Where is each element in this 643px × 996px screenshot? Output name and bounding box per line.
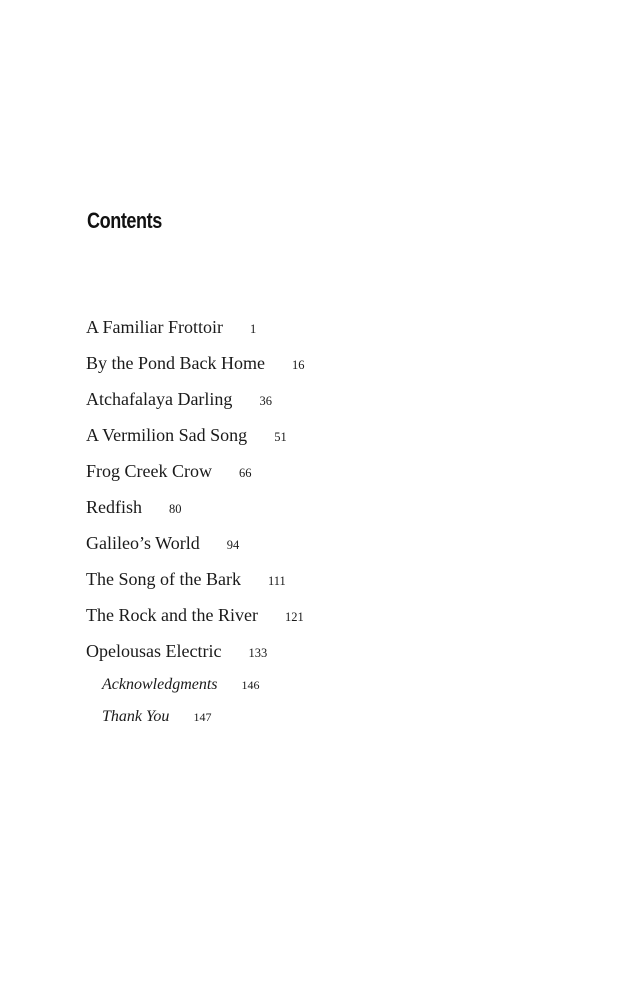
toc-entry-page: 1 — [250, 322, 257, 336]
toc-entry-title: Acknowledgments — [102, 676, 218, 693]
toc-entry — [86, 354, 304, 373]
toc-entry-page: 121 — [284, 610, 304, 624]
contents-heading: Contents — [87, 208, 162, 233]
toc-entry-title: By the Pond Back Home — [86, 353, 265, 373]
toc-entry-page: 66 — [238, 466, 252, 480]
toc-entry — [86, 498, 182, 517]
toc-entry-page: 16 — [291, 358, 305, 372]
toc-entry-title: Galileo’s World — [86, 533, 200, 553]
toc-entry-title: The Song of the Bark — [86, 569, 241, 589]
toc-entry-page: 146 — [241, 678, 260, 692]
toc-entry-title: A Familiar Frottoir — [86, 317, 223, 337]
toc-entry-title: Opelousas Electric — [86, 641, 222, 661]
toc-entry-title: A Vermilion Sad Song — [86, 425, 248, 445]
toc-entry-title: Frog Creek Crow — [86, 461, 212, 481]
toc-entry-title: Redfish — [86, 497, 142, 517]
toc-entry — [86, 606, 304, 625]
toc-entry-title: Thank You — [102, 708, 170, 725]
toc-entry-page: 80 — [169, 502, 182, 516]
toc-entry — [86, 462, 251, 481]
toc-entry — [86, 570, 286, 589]
toc-entry-acknowledgments — [102, 677, 260, 693]
toc-entry-title: Atchafalaya Darling — [86, 389, 233, 409]
toc-entry-page: 94 — [226, 538, 240, 552]
toc-entry — [86, 642, 267, 661]
toc-entry — [86, 318, 256, 337]
toc-entry-thank-you — [102, 709, 211, 725]
toc-entry-page: 147 — [193, 710, 212, 724]
toc-entry-page: 133 — [248, 646, 268, 660]
toc-entry — [86, 390, 272, 409]
toc-entry-title: The Rock and the River — [86, 605, 258, 625]
toc-entry-page: 111 — [267, 574, 286, 588]
toc-entry — [86, 534, 239, 553]
toc-entry-page: 51 — [274, 430, 287, 444]
toc-entry — [86, 426, 287, 445]
toc-entry-page: 36 — [259, 394, 272, 408]
